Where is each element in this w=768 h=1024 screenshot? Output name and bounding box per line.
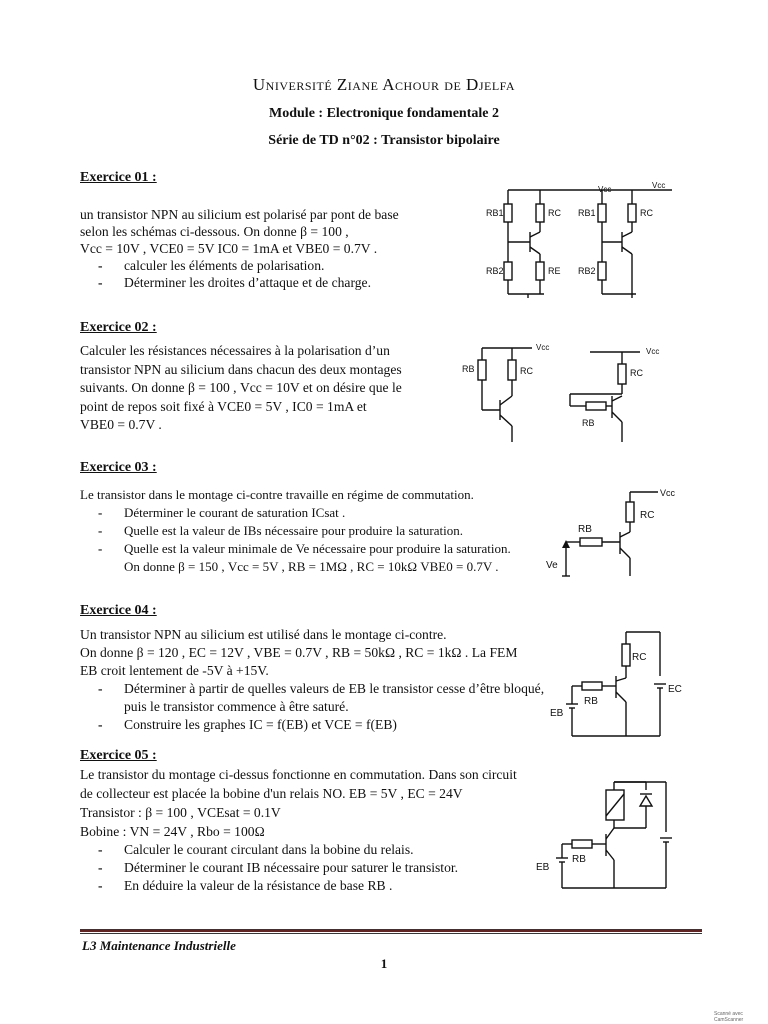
ex3-ve-label: Ve [546, 560, 558, 571]
ex2-vcc-label-b: Vcc [646, 347, 660, 356]
ex3-vcc-label: Vcc [660, 488, 676, 498]
serie-title: Série de TD n°02 : Transistor bipolaire [268, 133, 500, 148]
ex1-rb1-label-a: RB1 [486, 208, 504, 218]
ex3-rb-label: RB [578, 524, 592, 535]
ex2-line5: VBE0 = 0.7V . [80, 417, 162, 432]
ex2-circuit-b [570, 352, 640, 442]
ex3-bullet-2: - Quelle est la valeur de IBs nécessaire pour produire la saturation. [124, 522, 550, 540]
exercise-4-text [80, 626, 550, 734]
ex2-line3: suivants. On donne β = 100 , Vcc = 10V et on désire que le [80, 380, 402, 395]
ex2-rc-label-a: RC [520, 366, 533, 376]
exercise-2-text [80, 342, 460, 435]
scanner-watermark: Scanné avec CamScanner [714, 1011, 744, 1023]
ex4-line3: EB croit lentement de -5V à +15V. [80, 663, 269, 678]
ex4-rb-label: RB [584, 696, 598, 707]
ex4-ec-label: EC [668, 684, 682, 695]
ex5-bullet-3: - En déduire la valeur de la résistance de base RB . [124, 877, 540, 895]
ex5-circuit-diagram [534, 776, 684, 894]
ex2-line4: point de repos soit fixé à VCE0 = 5V , IC0 = 1mA et [80, 398, 367, 414]
ex4-line1: Un transistor NPN au silicium est utilisé dans le montage ci-contre. [80, 627, 447, 642]
ex5-line4: Bobine : VN = 24V , Rbo = 100Ω [80, 824, 265, 839]
ex5-line1: Le transistor du montage ci-dessus fonctionne en commutation. Dans son circuit [80, 767, 517, 782]
diode-icon [640, 796, 652, 806]
ex1-line1: un transistor NPN au silicium est polarisé par pont de base [80, 207, 399, 222]
ex1-rc-label-a: RC [548, 208, 561, 218]
ex4-line2: On donne β = 120 , EC = 12V , VBE = 0.7V , RB = 50kΩ , RC = 1kΩ . La FEM [80, 645, 518, 660]
ex1-vcc-label-b: Vcc [652, 182, 666, 190]
ex3-circuit-diagram [540, 484, 682, 582]
footer-rule [80, 929, 702, 932]
ex1-bullet-2: - Déterminer les droites d’attaque et de charge. [124, 274, 478, 291]
exercise-2-title: Exercice 02 : [80, 320, 157, 335]
module-title: Module : Electronique fondamentale 2 [269, 106, 499, 121]
ex1-circuit-diagrams [482, 182, 678, 300]
ex2-line1: Calculer les résistances nécessaires à la polarisation d’un [80, 343, 390, 358]
page-number: 1 [380, 956, 388, 971]
ex5-line3: Transistor : β = 100 , VCEsat = 0.1V [80, 805, 281, 820]
exercise-5-text [80, 765, 540, 895]
ex2-rb-label-a: RB [462, 364, 475, 374]
ex5-bullet-2: - Déterminer le courant IB nécessaire pour saturer le transistor. [124, 859, 540, 877]
exercise-1-title: Exercice 01 : [80, 170, 157, 185]
ex2-rb-label-b: RB [582, 418, 595, 428]
ex1-circuit-b [598, 190, 672, 298]
ex5-eb-label: EB [536, 862, 550, 873]
ex1-circuit-a [504, 190, 598, 298]
ex4-eb-label: EB [550, 708, 564, 719]
ex4-bullet-2: - Construire les graphes IC = f(EB) et VCE = f(EB) [124, 716, 550, 734]
ex2-rc-label-b: RC [630, 368, 643, 378]
university-title: Université Ziane Achour de Djelfa [252, 75, 516, 94]
ex1-rb2-label-b: RB2 [578, 266, 596, 276]
ex5-line2: de collecteur est placée la bobine d'un relais NO. EB = 5V , EC = 24V [80, 786, 463, 801]
exercise-3-title: Exercice 03 : [80, 460, 157, 475]
ex1-line3: Vcc = 10V , VCE0 = 5V IC0 = 1mA et VBE0 = 0.7V . [80, 241, 378, 256]
ex1-bullet-1: - calculer les éléments de polarisation. [124, 257, 478, 274]
footer-course: L3 Maintenance Industrielle [82, 938, 236, 953]
ex1-line2: selon les schémas ci-dessous. On donne β = 100 , [80, 224, 349, 239]
ex1-rb2-label-a: RB2 [486, 266, 504, 276]
ex4-rc-label: RC [632, 652, 647, 663]
ex3-rc-label: RC [640, 510, 655, 521]
ex3-intro: Le transistor dans le montage ci-contre travaille en régime de commutation. [80, 487, 474, 502]
ex1-re-label-a: RE [548, 266, 561, 276]
ex2-circuit-diagrams [460, 338, 682, 448]
ex2-line2: transistor NPN au silicium dans chacun des deux montages [80, 361, 402, 377]
ex4-bullet-1: - Déterminer à partir de quelles valeurs de EB le transistor cesse d’être bloqué, puis le transistor commence à être saturé. [124, 680, 550, 716]
ex3-bullet-3: - Quelle est la valeur minimale de Ve nécessaire pour produire la saturation. [124, 540, 550, 558]
exercise-3-text [80, 486, 550, 576]
ex1-rc-label-b: RC [640, 208, 653, 218]
ex5-rb-label: RB [572, 854, 586, 865]
ex3-bullet-1: - Déterminer le courant de saturation ICsat . [124, 504, 550, 522]
ex1-vcc-label-a: Vcc [598, 185, 612, 194]
exercise-4-title: Exercice 04 : [80, 603, 157, 618]
ex2-vcc-label-a: Vcc [536, 343, 550, 352]
ex4-circuit-diagram [548, 626, 688, 744]
ex3-given: On donne β = 150 , Vcc = 5V , RB = 1MΩ , RC = 10kΩ VBE0 = 0.7V . [124, 559, 499, 574]
ex5-bullet-1: - Calculer le courant circulant dans la bobine du relais. [124, 841, 540, 859]
footer-rule-thin [80, 933, 702, 934]
ex1-rb1-label-b: RB1 [578, 208, 596, 218]
ex2-circuit-a [478, 348, 532, 442]
exercise-5-title: Exercice 05 : [80, 748, 157, 763]
exercise-1-text [80, 206, 478, 291]
